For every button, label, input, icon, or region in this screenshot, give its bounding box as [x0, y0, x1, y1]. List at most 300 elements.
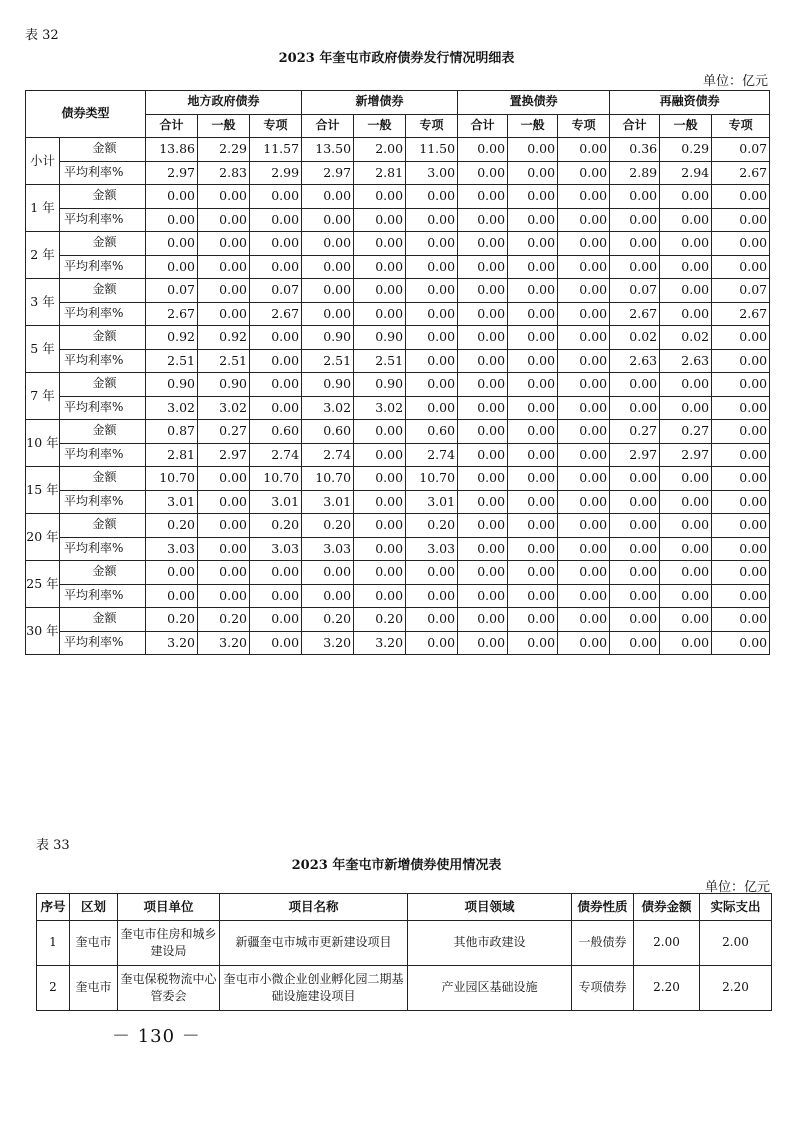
- new-bond-usage-body: [37, 921, 772, 1011]
- metric-amount-label: 金额: [60, 373, 146, 397]
- value-cell: 3.03: [406, 537, 458, 561]
- table33-title: 2023 年奎屯市新增债券使用情况表: [291, 858, 502, 873]
- value-cell: 0.00: [302, 561, 354, 585]
- value-cell: 0.00: [660, 631, 712, 655]
- value-cell: 0.00: [660, 302, 712, 326]
- value-cell: 0.00: [458, 279, 508, 303]
- value-cell: 0.00: [558, 443, 610, 467]
- value-cell: 0.00: [406, 349, 458, 373]
- value-cell: 2.67: [712, 161, 770, 185]
- value-cell: 2.67: [146, 302, 198, 326]
- value-cell: 0.00: [354, 584, 406, 608]
- value-cell: 0.00: [712, 467, 770, 491]
- value-cell: 0.00: [458, 185, 508, 209]
- value-cell: 0.00: [302, 255, 354, 279]
- value-cell: 0.00: [558, 138, 610, 162]
- table-row: [26, 514, 770, 538]
- value-cell: 0.00: [660, 584, 712, 608]
- value-cell: 0.00: [354, 514, 406, 538]
- subcol-header: 专项: [712, 114, 770, 138]
- col-header-field: 项目领域: [408, 894, 572, 921]
- value-cell: 0.00: [458, 561, 508, 585]
- value-cell: 2.94: [660, 161, 712, 185]
- value-cell: 0.00: [558, 302, 610, 326]
- value-cell: 3.01: [146, 490, 198, 514]
- value-cell: 0.00: [198, 185, 250, 209]
- table33-tag: 表 33: [36, 838, 70, 853]
- value-cell: 10.70: [146, 467, 198, 491]
- value-cell: 0.00: [302, 208, 354, 232]
- value-cell: 0.87: [146, 420, 198, 444]
- value-cell: 0.00: [508, 185, 558, 209]
- value-cell: 0.00: [558, 467, 610, 491]
- table-row: [26, 279, 770, 303]
- value-cell: 0.00: [610, 631, 660, 655]
- value-cell: 0.00: [660, 537, 712, 561]
- metric-amount-label: 金额: [60, 608, 146, 632]
- table-row: [26, 561, 770, 585]
- value-cell: 0.00: [458, 631, 508, 655]
- group-header: 置换债券: [458, 91, 610, 115]
- table-row: [26, 185, 770, 209]
- value-cell: 0.00: [508, 138, 558, 162]
- table-cell: 奎屯市: [70, 921, 118, 966]
- value-cell: 2.89: [610, 161, 660, 185]
- value-cell: 0.00: [198, 302, 250, 326]
- table-cell: 奎屯市住房和城乡建设局: [118, 921, 220, 966]
- table-row: [26, 467, 770, 491]
- value-cell: 0.00: [354, 467, 406, 491]
- value-cell: 2.67: [610, 302, 660, 326]
- table32-tag: 表 32: [25, 28, 59, 43]
- value-cell: 0.00: [146, 255, 198, 279]
- value-cell: 0.00: [508, 396, 558, 420]
- table-cell: 2.20: [700, 966, 772, 1011]
- value-cell: 0.00: [354, 490, 406, 514]
- value-cell: 0.00: [508, 279, 558, 303]
- value-cell: 3.02: [354, 396, 406, 420]
- value-cell: 0.00: [712, 537, 770, 561]
- value-cell: 0.00: [406, 255, 458, 279]
- table32-unit: 单位：亿元: [702, 74, 768, 89]
- value-cell: 2.63: [660, 349, 712, 373]
- value-cell: 0.07: [146, 279, 198, 303]
- value-cell: 0.00: [610, 608, 660, 632]
- value-cell: 0.00: [660, 255, 712, 279]
- value-cell: 0.00: [712, 185, 770, 209]
- value-cell: 2.97: [302, 161, 354, 185]
- value-cell: 0.00: [558, 537, 610, 561]
- value-cell: 0.00: [458, 443, 508, 467]
- value-cell: 0.00: [198, 208, 250, 232]
- value-cell: 0.00: [458, 514, 508, 538]
- value-cell: 0.00: [508, 373, 558, 397]
- subcol-header: 一般: [354, 114, 406, 138]
- value-cell: 0.00: [250, 349, 302, 373]
- value-cell: 3.20: [146, 631, 198, 655]
- table-cell: 奎屯市: [70, 966, 118, 1011]
- metric-amount-label: 金额: [60, 138, 146, 162]
- value-cell: 0.00: [406, 608, 458, 632]
- table-row: [26, 302, 770, 326]
- table-row: [26, 490, 770, 514]
- value-cell: 0.00: [302, 232, 354, 256]
- value-cell: 2.63: [610, 349, 660, 373]
- table-cell: 2.00: [700, 921, 772, 966]
- metric-rate-label: 平均利率%: [60, 349, 146, 373]
- table-cell: 1: [37, 921, 70, 966]
- header-row: [37, 894, 772, 921]
- value-cell: 0.00: [458, 326, 508, 350]
- value-cell: 0.00: [146, 232, 198, 256]
- value-cell: 2.00: [354, 138, 406, 162]
- value-cell: 3.02: [198, 396, 250, 420]
- value-cell: 0.00: [250, 255, 302, 279]
- value-cell: 0.00: [302, 584, 354, 608]
- value-cell: 0.07: [250, 279, 302, 303]
- value-cell: 0.00: [712, 396, 770, 420]
- value-cell: 0.92: [146, 326, 198, 350]
- period-label: 小计: [26, 138, 60, 185]
- value-cell: 0.00: [508, 349, 558, 373]
- value-cell: 0.00: [712, 420, 770, 444]
- table-row: [26, 232, 770, 256]
- value-cell: 0.00: [302, 279, 354, 303]
- table-row: [26, 443, 770, 467]
- table-row: [37, 966, 772, 1011]
- value-cell: 0.00: [558, 208, 610, 232]
- value-cell: 0.20: [354, 608, 406, 632]
- value-cell: 0.27: [610, 420, 660, 444]
- value-cell: 2.67: [712, 302, 770, 326]
- value-cell: 0.00: [354, 232, 406, 256]
- value-cell: 0.00: [508, 514, 558, 538]
- value-cell: 0.00: [610, 396, 660, 420]
- subcol-header: 一般: [660, 114, 712, 138]
- value-cell: 0.00: [610, 490, 660, 514]
- value-cell: 0.90: [146, 373, 198, 397]
- value-cell: 0.00: [354, 279, 406, 303]
- value-cell: 2.51: [198, 349, 250, 373]
- value-cell: 2.97: [198, 443, 250, 467]
- value-cell: 0.00: [198, 584, 250, 608]
- metric-amount-label: 金额: [60, 514, 146, 538]
- group-header: 新增债券: [302, 91, 458, 115]
- value-cell: 0.00: [250, 208, 302, 232]
- metric-rate-label: 平均利率%: [60, 537, 146, 561]
- table-cell: 2.20: [634, 966, 700, 1011]
- value-cell: 0.00: [354, 185, 406, 209]
- period-label: 3 年: [26, 279, 60, 326]
- table-row: [26, 537, 770, 561]
- value-cell: 0.00: [508, 467, 558, 491]
- value-cell: 3.02: [146, 396, 198, 420]
- value-cell: 0.00: [610, 467, 660, 491]
- value-cell: 0.00: [406, 185, 458, 209]
- value-cell: 0.90: [302, 373, 354, 397]
- value-cell: 0.00: [458, 373, 508, 397]
- value-cell: 0.00: [250, 373, 302, 397]
- value-cell: 0.00: [508, 608, 558, 632]
- table-row: [26, 138, 770, 162]
- value-cell: 0.00: [354, 255, 406, 279]
- metric-amount-label: 金额: [60, 420, 146, 444]
- table33-unit: 单位：亿元: [704, 880, 770, 895]
- value-cell: 0.00: [250, 608, 302, 632]
- col-header-region: 区划: [70, 894, 118, 921]
- value-cell: 0.27: [198, 420, 250, 444]
- value-cell: 0.00: [712, 443, 770, 467]
- value-cell: 0.20: [250, 514, 302, 538]
- value-cell: 2.51: [146, 349, 198, 373]
- value-cell: 0.00: [610, 561, 660, 585]
- value-cell: 2.81: [146, 443, 198, 467]
- value-cell: 0.00: [558, 326, 610, 350]
- value-cell: 0.00: [508, 255, 558, 279]
- metric-rate-label: 平均利率%: [60, 396, 146, 420]
- value-cell: 0.20: [198, 608, 250, 632]
- value-cell: 0.00: [458, 420, 508, 444]
- bond-issuance-table: [25, 90, 770, 655]
- table-row: [26, 255, 770, 279]
- col-header-index: 序号: [37, 894, 70, 921]
- value-cell: 0.00: [660, 232, 712, 256]
- table-row: [26, 420, 770, 444]
- value-cell: 0.00: [250, 326, 302, 350]
- value-cell: 0.00: [712, 490, 770, 514]
- subcol-header: 一般: [198, 114, 250, 138]
- value-cell: 11.50: [406, 138, 458, 162]
- value-cell: 0.00: [558, 420, 610, 444]
- period-label: 15 年: [26, 467, 60, 514]
- value-cell: 0.00: [302, 302, 354, 326]
- value-cell: 0.00: [660, 467, 712, 491]
- value-cell: 0.00: [610, 537, 660, 561]
- value-cell: 0.00: [660, 373, 712, 397]
- value-cell: 3.01: [406, 490, 458, 514]
- value-cell: 0.00: [406, 279, 458, 303]
- value-cell: 0.00: [558, 490, 610, 514]
- value-cell: 10.70: [302, 467, 354, 491]
- metric-rate-label: 平均利率%: [60, 302, 146, 326]
- value-cell: 0.00: [458, 467, 508, 491]
- value-cell: 0.00: [198, 255, 250, 279]
- value-cell: 0.00: [610, 373, 660, 397]
- value-cell: 0.00: [354, 208, 406, 232]
- value-cell: 0.00: [198, 232, 250, 256]
- table-cell: 新疆奎屯市城市更新建设项目: [220, 921, 408, 966]
- period-label: 25 年: [26, 561, 60, 608]
- value-cell: 2.97: [610, 443, 660, 467]
- value-cell: 0.00: [146, 584, 198, 608]
- value-cell: 0.02: [610, 326, 660, 350]
- value-cell: 0.90: [354, 373, 406, 397]
- header-row-groups: [26, 91, 770, 115]
- value-cell: 0.20: [406, 514, 458, 538]
- value-cell: 3.01: [250, 490, 302, 514]
- value-cell: 0.00: [508, 420, 558, 444]
- value-cell: 0.00: [660, 396, 712, 420]
- value-cell: 0.00: [660, 279, 712, 303]
- value-cell: 0.36: [610, 138, 660, 162]
- value-cell: 3.03: [302, 537, 354, 561]
- value-cell: 0.00: [558, 561, 610, 585]
- value-cell: 3.20: [354, 631, 406, 655]
- metric-amount-label: 金额: [60, 232, 146, 256]
- subcol-header: 合计: [302, 114, 354, 138]
- period-label: 7 年: [26, 373, 60, 420]
- value-cell: 0.60: [406, 420, 458, 444]
- value-cell: 0.00: [458, 208, 508, 232]
- value-cell: 0.00: [712, 326, 770, 350]
- period-label: 30 年: [26, 608, 60, 655]
- value-cell: 0.00: [250, 396, 302, 420]
- value-cell: 0.00: [406, 208, 458, 232]
- value-cell: 0.00: [712, 373, 770, 397]
- value-cell: 0.00: [508, 232, 558, 256]
- table-cell: 产业园区基础设施: [408, 966, 572, 1011]
- value-cell: 2.83: [198, 161, 250, 185]
- value-cell: 0.00: [558, 232, 610, 256]
- value-cell: 3.00: [406, 161, 458, 185]
- value-cell: 0.00: [660, 208, 712, 232]
- value-cell: 0.20: [146, 514, 198, 538]
- value-cell: 3.01: [302, 490, 354, 514]
- period-label: 2 年: [26, 232, 60, 279]
- subcol-header: 一般: [508, 114, 558, 138]
- value-cell: 0.20: [146, 608, 198, 632]
- value-cell: 0.00: [354, 561, 406, 585]
- value-cell: 0.00: [458, 255, 508, 279]
- value-cell: 0.00: [198, 467, 250, 491]
- value-cell: 0.00: [610, 185, 660, 209]
- value-cell: 0.00: [610, 584, 660, 608]
- metric-rate-label: 平均利率%: [60, 208, 146, 232]
- value-cell: 0.60: [302, 420, 354, 444]
- value-cell: 0.07: [712, 138, 770, 162]
- value-cell: 0.00: [250, 631, 302, 655]
- table-row: [26, 584, 770, 608]
- value-cell: 0.00: [610, 232, 660, 256]
- value-cell: 0.00: [406, 631, 458, 655]
- value-cell: 0.00: [250, 584, 302, 608]
- col-header-bond-amount: 债券金额: [634, 894, 700, 921]
- value-cell: 0.00: [660, 561, 712, 585]
- value-cell: 0.00: [508, 443, 558, 467]
- value-cell: 3.03: [250, 537, 302, 561]
- table-row: [26, 631, 770, 655]
- table-row: [26, 373, 770, 397]
- table-cell: 专项债券: [572, 966, 634, 1011]
- value-cell: 0.07: [610, 279, 660, 303]
- value-cell: 2.51: [354, 349, 406, 373]
- value-cell: 2.97: [660, 443, 712, 467]
- value-cell: 0.20: [302, 514, 354, 538]
- value-cell: 3.20: [198, 631, 250, 655]
- value-cell: 0.00: [302, 185, 354, 209]
- value-cell: 0.00: [558, 255, 610, 279]
- value-cell: 0.00: [660, 514, 712, 538]
- value-cell: 3.03: [146, 537, 198, 561]
- value-cell: 0.27: [660, 420, 712, 444]
- value-cell: 0.20: [302, 608, 354, 632]
- value-cell: 0.00: [712, 631, 770, 655]
- metric-amount-label: 金额: [60, 279, 146, 303]
- metric-rate-label: 平均利率%: [60, 631, 146, 655]
- value-cell: 0.00: [712, 255, 770, 279]
- value-cell: 0.00: [250, 561, 302, 585]
- value-cell: 0.00: [508, 561, 558, 585]
- value-cell: 0.00: [458, 608, 508, 632]
- col-header-unit: 项目单位: [118, 894, 220, 921]
- value-cell: 0.90: [198, 373, 250, 397]
- value-cell: 2.67: [250, 302, 302, 326]
- value-cell: 0.00: [406, 373, 458, 397]
- value-cell: 0.00: [458, 232, 508, 256]
- value-cell: 0.00: [508, 631, 558, 655]
- table-row: [26, 349, 770, 373]
- value-cell: 0.00: [712, 232, 770, 256]
- value-cell: 0.00: [508, 584, 558, 608]
- value-cell: 13.86: [146, 138, 198, 162]
- table-cell: 2.00: [634, 921, 700, 966]
- value-cell: 0.00: [660, 185, 712, 209]
- value-cell: 0.60: [250, 420, 302, 444]
- col-header-bond-nature: 债券性质: [572, 894, 634, 921]
- table-cell: 奎屯保税物流中心管委会: [118, 966, 220, 1011]
- group-header: 再融资债券: [610, 91, 770, 115]
- value-cell: 0.00: [406, 396, 458, 420]
- value-cell: 0.00: [458, 161, 508, 185]
- subcol-header: 专项: [406, 114, 458, 138]
- metric-rate-label: 平均利率%: [60, 443, 146, 467]
- value-cell: 2.97: [146, 161, 198, 185]
- value-cell: 0.00: [458, 138, 508, 162]
- value-cell: 2.74: [250, 443, 302, 467]
- table32-title: 2023 年奎屯市政府债券发行情况明细表: [278, 51, 515, 66]
- new-bond-usage-table: [36, 893, 772, 1011]
- value-cell: 0.00: [354, 537, 406, 561]
- value-cell: 0.92: [198, 326, 250, 350]
- value-cell: 0.00: [508, 490, 558, 514]
- value-cell: 0.00: [558, 608, 610, 632]
- value-cell: 0.00: [508, 326, 558, 350]
- value-cell: 0.00: [458, 584, 508, 608]
- subcol-header: 合计: [610, 114, 660, 138]
- value-cell: 0.00: [712, 608, 770, 632]
- value-cell: 10.70: [250, 467, 302, 491]
- value-cell: 0.00: [354, 420, 406, 444]
- value-cell: 0.00: [458, 302, 508, 326]
- table-cell: 其他市政建设: [408, 921, 572, 966]
- period-label: 5 年: [26, 326, 60, 373]
- value-cell: 0.00: [458, 396, 508, 420]
- metric-amount-label: 金额: [60, 185, 146, 209]
- value-cell: 0.00: [198, 490, 250, 514]
- value-cell: 0.00: [558, 373, 610, 397]
- metric-rate-label: 平均利率%: [60, 255, 146, 279]
- subcol-header: 专项: [558, 114, 610, 138]
- value-cell: 0.00: [558, 279, 610, 303]
- value-cell: 0.00: [354, 302, 406, 326]
- value-cell: 0.00: [660, 608, 712, 632]
- value-cell: 0.00: [610, 208, 660, 232]
- value-cell: 2.29: [198, 138, 250, 162]
- value-cell: 0.00: [558, 185, 610, 209]
- table-row: [26, 326, 770, 350]
- subcol-header: 合计: [146, 114, 198, 138]
- value-cell: 0.00: [558, 584, 610, 608]
